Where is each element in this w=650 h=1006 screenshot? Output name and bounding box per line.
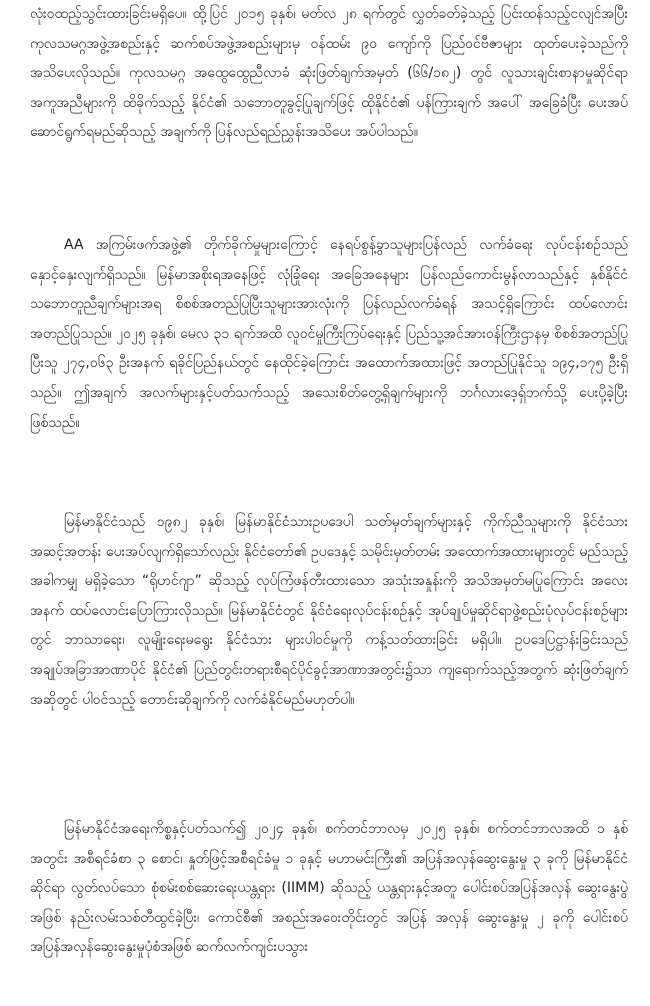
paragraph-4: မြန်မာနိုင်ငံအရေးကိစ္စနှင့်ပတ်သက်၍ ၂၀၂၄ ခုနှစ်၊ စက်တင်ဘာလမှ ၂၀၂၅ ခုနှစ်၊ စက်တင်ဘာလအထိ ၁ နှစ်အတွင်း အစီရင်ခံစာ ၃ စောင်၊ နှုတ်ဖြင့်အစီရင်ခံမှု ၁ ခုနှင့် မဟာမင်းကြီး၏ အပြန်အလှန်ဆွေးနွေးမှု ၃ ခုကို မြန်မာနိုင်ငံဆိုင်ရာ လွတ်လပ်သော စုံစမ်းစစ်ဆေးရေးယန္တရား (IIMM) ဆိုသည့် ယန္တရားနှင့်အတူ ပေါင်းစပ်အပြန်အလှန် ဆွေးနွေးပွဲအဖြစ် နည်းလမ်းသစ်တီထွင်ခဲ့ပြီး၊ ကောင်စီ၏ အစည်းအဝေးတိုင်းတွင် အပြန် အလှန် ဆွေးနွေးမှု ၂ ခုကို ပေါင်းစပ်အပြန်အလှန်ဆွေးနွေးမှုပုံစံအဖြစ် ဆက်လက်ကျင်းပသွား — [30, 821, 628, 956]
paragraph-3: မြန်မာနိုင်ငံသည် ၁၉၈၂ ခုနှစ်၊ မြန်မာနိုင်ငံသားဥပဒေပါ သတ်မှတ်ချက်များနှင့် ကိုက်ညီသူများကို နိုင်ငံသားအဆင့်အတန်း ပေးအပ်လျက်ရှိသော်လည်း နိုင်ငံတော်၏ ဥပဒေနှင့် သမိုင်းမှတ်တမ်း အထောက်အထားများတွင် မည်သည့်အခါကမျှ မရှိခဲ့သော “ရိုဟင်ဂျာ” ဆိုသည့် လုပ်ကြံဖန်တီးထားသော အသုံးအနှုန်းကို အသိအမှတ်မပြုကြောင်း အလေးအနက် ထပ်လောင်းပြောကြားလိုသည်။ မြန်မာနိုင်ငံတွင် နိုင်ငံရေးလုပ်ငန်းစဉ်နှင့် အုပ်ချုပ်မှုဆိုင်ရာဖွဲ့စည်းပုံလုပ်ငန်းစဉ်များတွင် ဘာသာရေး၊ လူမျိုးရေးမရွေး နိုင်ငံသား များပါဝင်မှုကို ကန့်သတ်ထားခြင်း မရှိပါ။ ဥပဒေပြဋ္ဌာန်းခြင်းသည် အချုပ်အခြာအာဏာပိုင် နိုင်ငံ၏ ပြည်တွင်းတရားစီရင်ပိုင်ခွင့်အာဏာအတွင်း၌သာ ကျရောက်သည့်အတွက် ဆုံးဖြတ်ချက်အဆိုတွင် ပါဝင်သည့် တောင်းဆိုချက်ကို လက်ခံနိုင်မည်မဟုတ်ပါ။ — [30, 514, 628, 708]
paragraph-1: လုံးဝထည့်သွင်းထားခြင်းမရှိပေ။ ထို့ပြင် ၂၀၁၅ ခုနှစ်၊ မတ်လ ၂၈ ရက်တွင် လွှတ်ခတ်ခဲ့သည့် ပြင်းထန်သည့်ငလျင်အပြီး ကုလသမဂ္ဂအဖွဲ့အစည်းနှင့် ဆက်စပ်အဖွဲ့အစည်းများမှ ဝန်ထမ်း ၉၀ ကျော်ကို ပြည်ဝင်ဗီဇာများ ထုတ်ပေးခဲ့သည်ကို အသိပေးလိုသည်။ ကုလသမဂ္ဂ အထွေထွေညီလာခံ ဆုံးဖြတ်ချက်အမှတ် (၆၆/၁၈၂) တွင် လူသားချင်းစာနာမှုဆိုင်ရာ အကူအညီများကို ထိခိုက်သည့် နိုင်ငံ၏ သဘောတူခွင့်ပြုချက်ဖြင့် ထိုနိုင်ငံ၏ ပန်ကြားချက် အပေါ် အခြေခံပြီး ပေးအပ်ဆောင်ရွက်ရမည်ဆိုသည့် အချက်ကို ပြန်လည်ရည်ညွှန်းအသိပေး အပ်ပါသည်။ — [30, 6, 628, 141]
paragraph-2: AA အကြမ်းဖက်အဖွဲ့၏ တိုက်ခိုက်မှုများကြောင့် နေရပ်စွန့်ခွာသူများပြန်လည် လက်ခံရေး လုပ်ငန်းစဉ်သည် နှောင့်နှေးလျက်ရှိသည်။ မြန်မာအစိုးရအနေဖြင့် လုံခြုံရေး အခြေအနေများ ပြန်လည်ကောင်းမွန်လာသည်နှင့် နှစ်နိုင်ငံသဘောတူညီချက်များအရ စိစစ်အတည်ပြုပြီးသူများအားလုံးကို ပြန်လည်လက်ခံရန် အသင့်ရှိကြောင်း ထပ်လောင်း အတည်ပြုသည်။ ၂၀၂၅ ခုနှစ်၊ မေလ ၃၁ ရက်အထိ လူဝင်မှုကြီးကြပ်ရေးနှင့် ပြည်သူ့အင်အားဝန်ကြီးဌာနမှ စိစစ်အတည်ပြုပြီးသူ ၂၇၄,၀၆၃ ဦးအနက် ရခိုင်ပြည်နယ်တွင် နေထိုင်ခဲ့ကြောင်း အထောက်အထားဖြင့် အတည်ပြုနိုင်သူ ၁၉၄,၁၇၅ ဦးရှိသည်။ ဤအချက် အလက်များနှင့်ပတ်သက်သည့် အသေးစိတ်တွေ့ရှိချက်များကို ဘင်္ဂလားဒေ့ရှ်ဘက်သို့ ပေးပို့ခဲ့ပြီးဖြစ်သည်။ — [30, 237, 628, 431]
